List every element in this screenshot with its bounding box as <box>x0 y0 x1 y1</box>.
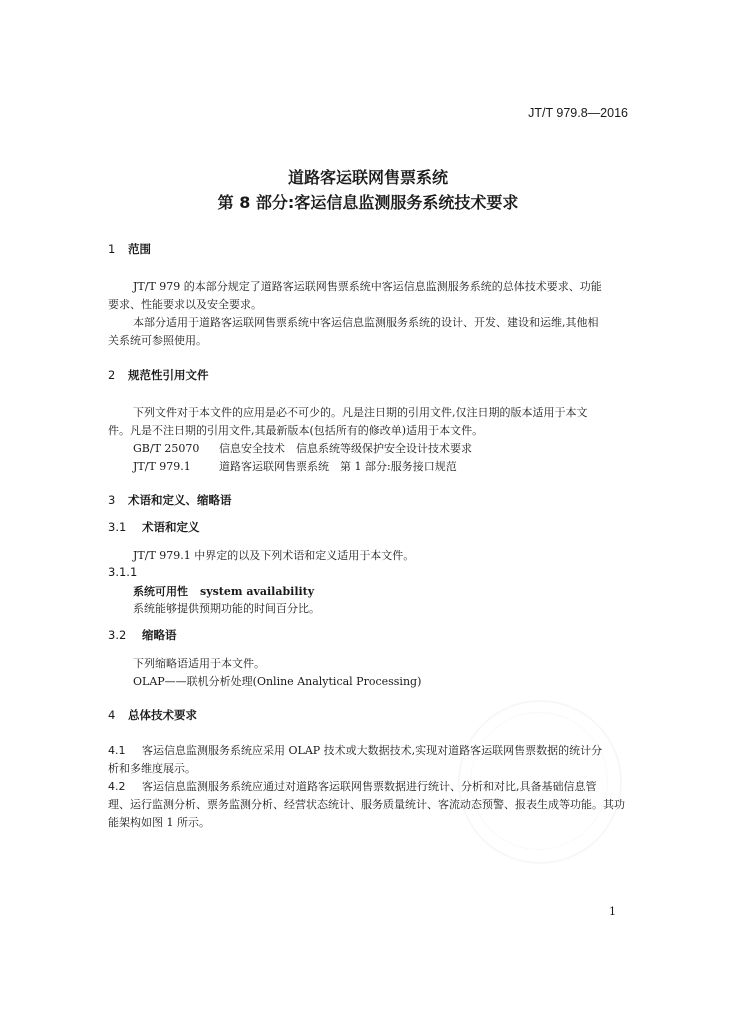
section-title: 规范性引用文件 <box>128 368 209 382</box>
section-title: 总体技术要求 <box>128 708 197 722</box>
document-title-line1: 道路客运联网售票系统 <box>287 168 448 187</box>
subsection-title: 缩略语 <box>142 628 177 642</box>
abbreviation-olap: OLAP——联机分析处理(Online Analytical Processing) <box>133 675 422 688</box>
subsection-number: 3.2 <box>108 628 127 642</box>
term-chinese: 系统可用性 <box>133 585 188 598</box>
subsection-title: 术语和定义 <box>142 520 200 534</box>
standard-number: JT/T 979.8—2016 <box>528 106 628 120</box>
section-number: 1 <box>108 242 116 256</box>
s1-p2-line1: 本部分适用于道路客运联网售票系统中客运信息监测服务系统的设计、开发、建设和运维,其他相 <box>133 316 599 329</box>
reference-title: 信息安全技术 信息系统等级保护安全设计技术要求 <box>219 442 472 455</box>
document-title-line2: 第 8 部分:客运信息监测服务系统技术要求 <box>217 193 519 212</box>
clause-number: 4.2 <box>108 780 126 793</box>
clause-number: 4.1 <box>108 744 126 757</box>
s31-text: JT/T 979.1 中界定的以及下列术语和定义适用于本文件。 <box>133 549 415 562</box>
clause-text: 客运信息监测服务系统应通过对道路客运联网售票数据进行统计、分析和对比,具备基础信息管 <box>142 780 597 793</box>
s32-text: 下列缩略语适用于本文件。 <box>133 657 265 670</box>
section-number: 2 <box>108 368 116 382</box>
term-entry <box>133 583 314 599</box>
section-number: 4 <box>108 708 116 722</box>
term-english: system availability <box>200 585 315 598</box>
section-title: 术语和定义、缩略语 <box>128 493 232 507</box>
section-title: 范围 <box>128 242 151 256</box>
section-3-1-1-number: 3.1.1 <box>108 565 138 579</box>
s2-p1-line2: 件。凡是不注日期的引用文件,其最新版本(包括所有的修改单)适用于本文件。 <box>108 424 484 437</box>
section-2-heading <box>108 367 209 383</box>
normative-reference <box>133 440 472 456</box>
section-3-2-heading <box>108 627 177 643</box>
section-4-heading <box>108 707 197 723</box>
reference-title: 道路客运联网售票系统 第 1 部分:服务接口规范 <box>219 460 457 473</box>
subsection-number: 3.1 <box>108 520 127 534</box>
s1-p1-line2: 要求、性能要求以及安全要求。 <box>108 298 262 311</box>
term-definition: 系统能够提供预期功能的时间百分比。 <box>133 602 320 615</box>
section-number: 3 <box>108 493 116 507</box>
s41-line1 <box>108 742 602 758</box>
reference-code: GB/T 25070 <box>133 442 200 455</box>
s1-p2-line2: 关系统可参照使用。 <box>108 334 207 347</box>
reference-code: JT/T 979.1 <box>133 460 191 473</box>
section-3-heading <box>108 492 232 508</box>
section-1-heading <box>108 241 151 257</box>
section-3-1-heading <box>108 519 200 535</box>
clause-text: 客运信息监测服务系统应采用 OLAP 技术或大数据技术,实现对道路客运联网售票数据的统计分 <box>142 744 603 757</box>
normative-reference <box>133 458 457 474</box>
s42-line3: 能架构如图 1 所示。 <box>108 816 210 829</box>
s1-p1-line1: JT/T 979 的本部分规定了道路客运联网售票系统中客运信息监测服务系统的总体技术要求、功能 <box>133 280 602 293</box>
s42-line2: 理、运行监测分析、票务监测分析、经营状态统计、服务质量统计、客流动态预警、报表生成等功能。其功 <box>108 798 625 811</box>
s2-p1-line1: 下列文件对于本文件的应用是必不可少的。凡是注日期的引用文件,仅注日期的版本适用于本文 <box>133 406 588 419</box>
s42-line1 <box>108 778 597 794</box>
s41-line2: 析和多维度展示。 <box>108 762 196 775</box>
page-number: 1 <box>609 905 616 918</box>
